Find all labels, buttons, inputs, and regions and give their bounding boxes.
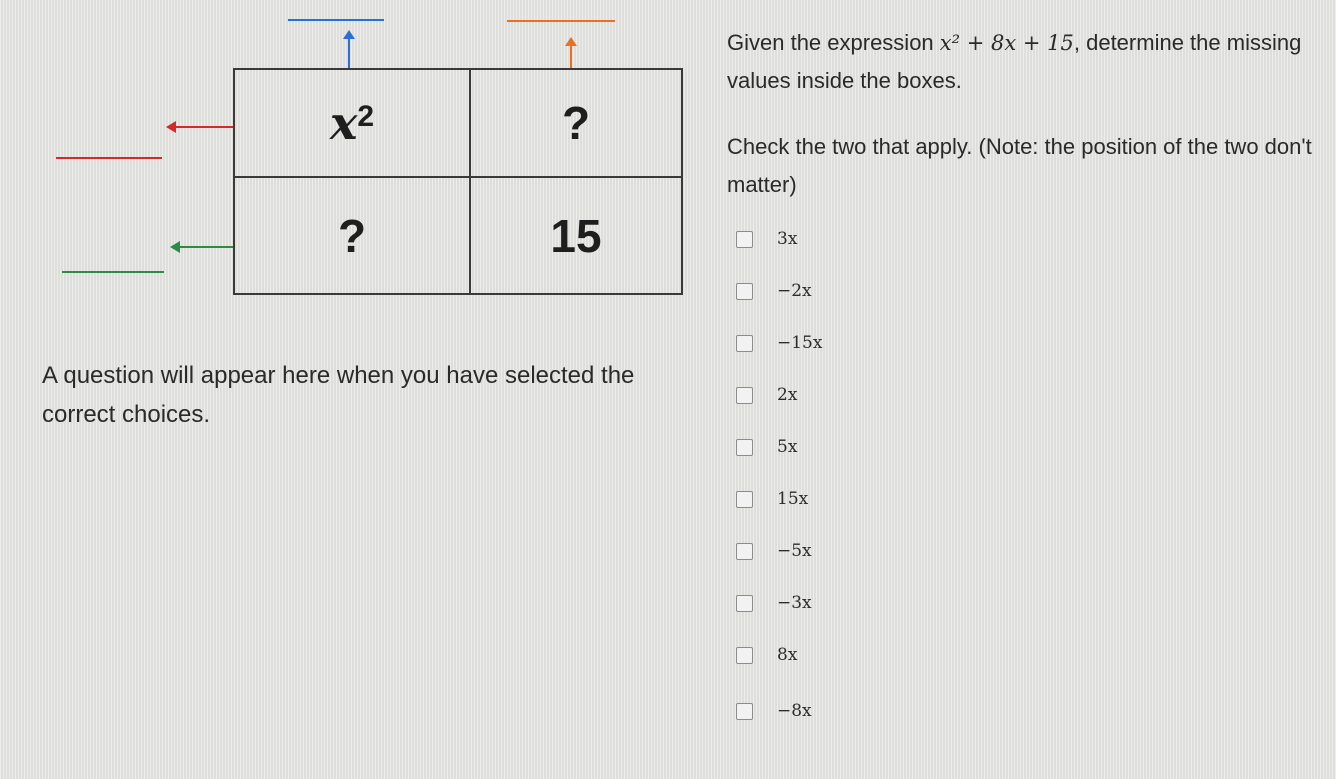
cell-bottom-right-value: 15 [550, 209, 602, 262]
checkbox[interactable] [736, 647, 753, 664]
checkbox[interactable] [736, 491, 753, 508]
column-2-arrowhead-icon [565, 37, 577, 46]
row-2-blank [62, 271, 164, 273]
checkbox[interactable] [736, 439, 753, 456]
waiting-message: A question will appear here when you have selected the correct choices. [42, 362, 635, 428]
choice-label: 5x [777, 437, 798, 457]
column-2-arrow-icon [570, 44, 572, 68]
choice-item[interactable] [736, 538, 812, 564]
cell-top-left [235, 70, 471, 178]
checkbox[interactable] [736, 283, 753, 300]
choice-label: −15x [777, 333, 823, 353]
checkbox[interactable] [736, 595, 753, 612]
choice-item[interactable] [736, 486, 808, 512]
choice-label: −8x [777, 701, 812, 721]
cell-top-left-base: x [329, 96, 358, 150]
prompt-expression: x² + 8x + 15 [939, 31, 1074, 55]
choice-item[interactable] [736, 434, 797, 460]
cell-bottom-right [471, 178, 681, 293]
column-1-arrowhead-icon [343, 30, 355, 39]
choice-item[interactable] [736, 590, 812, 616]
choice-item[interactable] [736, 226, 797, 252]
choice-item[interactable] [736, 698, 812, 724]
checkbox[interactable] [736, 231, 753, 248]
row-2-arrowhead-icon [170, 241, 180, 253]
choice-label: −5x [777, 541, 812, 561]
prompt-lead: Given the expression [727, 30, 940, 55]
choice-item[interactable] [736, 382, 797, 408]
row-1-blank [56, 157, 162, 159]
choice-label: −2x [777, 281, 812, 301]
row-2-arrow-icon [180, 246, 234, 248]
checkbox[interactable] [736, 387, 753, 404]
choice-label: 3x [777, 229, 798, 249]
choice-label: 2x [777, 385, 798, 405]
checkbox[interactable] [736, 543, 753, 560]
cell-top-right [471, 70, 681, 178]
cell-top-right-value: ? [561, 97, 591, 149]
column-2-blank [507, 20, 615, 22]
area-model-grid [233, 68, 683, 295]
choice-label: 8x [777, 645, 798, 665]
question-prompt [727, 24, 1327, 100]
choice-item[interactable] [736, 330, 822, 356]
prompt-tail: , determine the missing values inside the boxes. [727, 30, 1302, 93]
choice-label: −3x [777, 593, 812, 613]
choice-label: 15x [777, 489, 809, 509]
checkbox[interactable] [736, 703, 753, 720]
cell-bottom-left-value: ? [337, 209, 367, 262]
cell-top-left-exponent: 2 [357, 100, 375, 133]
choice-item[interactable] [736, 278, 812, 304]
row-1-arrowhead-icon [166, 121, 176, 133]
column-1-blank [288, 19, 384, 21]
cell-bottom-left [235, 178, 471, 293]
choice-item[interactable] [736, 642, 797, 668]
row-1-arrow-icon [176, 126, 234, 128]
checkbox[interactable] [736, 335, 753, 352]
instruction-text: Check the two that apply. (Note: the position of the two don't matter) [727, 134, 1312, 197]
